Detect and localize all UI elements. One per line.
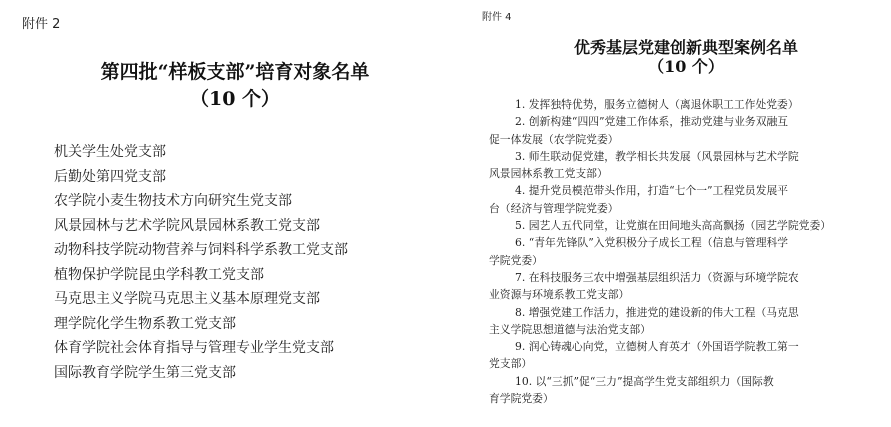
case-line: 5. 园艺人五代同堂，让党旗在田间地头高高飘扬（园艺学院党委） — [515, 219, 832, 233]
case-item — [489, 373, 879, 408]
case-line: 8. 增强党建工作活力，推进党的建设新的伟大工程（马克思 — [515, 305, 799, 319]
case-item — [489, 96, 879, 113]
case-line-continued: 党支部） — [489, 357, 533, 371]
list-item: 国际教育学院学生第三党支部 — [54, 364, 236, 381]
document-title: 优秀基层党建创新典型案例名单 — [573, 38, 798, 57]
case-line: 2. 创新构建“四四”党建工作体系，推动党建与业务双融互 — [515, 115, 789, 129]
case-item — [489, 234, 879, 269]
case-line-continued: 风景园林系教工党支部） — [489, 167, 608, 181]
case-item — [489, 269, 879, 304]
case-item — [489, 217, 879, 234]
list-item: 理学院化学生物系教工党支部 — [54, 315, 236, 332]
case-item — [489, 304, 879, 339]
case-line: 1. 发挥独特优势，服务立德树人（离退休职工工作处党委） — [515, 98, 799, 111]
case-line-continued: 育学院党委） — [489, 392, 554, 406]
case-line-continued: 促一体发展（农学院党委） — [489, 132, 619, 146]
attachment-label: 附件 4 — [482, 12, 512, 23]
list-item: 机关学生处党支部 — [54, 144, 166, 160]
case-line-continued: 台（经济与管理学院党委） — [489, 201, 619, 215]
attachment-label: 附件 2 — [22, 17, 61, 32]
list-item: 植物保护学院昆虫学科教工党支部 — [54, 266, 264, 283]
list-item: 体育学院社会体育指导与管理专业学生党支部 — [54, 340, 334, 356]
document-count: （10 个） — [189, 88, 281, 110]
case-line: 3. 师生联动促党建，教学相长共发展（风景园林与艺术学院 — [515, 149, 799, 163]
branch-list — [54, 140, 348, 385]
list-item: 后勤处第四党支部 — [54, 168, 166, 185]
list-item: 动物科技学院动物营养与饲料科学系教工党支部 — [54, 242, 348, 258]
document-count: （10 个） — [648, 57, 724, 76]
list-item: 农学院小麦生物技术方向研究生党支部 — [54, 193, 292, 209]
document-title: 第四批“样板支部”培育对象名单 — [100, 61, 370, 83]
attachment-4-page — [471, 0, 891, 427]
case-item — [489, 182, 879, 217]
case-line: 6. “青年先锋队”入党积极分子成长工程（信息与管理科学 — [515, 236, 789, 250]
case-line: 10. 以“三抓”促“三力”提高学生党支部组织力（国际教 — [515, 374, 774, 388]
case-line-continued: 学院党委） — [489, 253, 543, 267]
attachment-2-page — [0, 0, 445, 427]
case-line-continued: 主义学院思想道德与法治党支部） — [489, 322, 651, 336]
case-item — [489, 113, 879, 148]
case-item — [489, 338, 879, 373]
case-line: 9. 润心铸魂心向党，立德树人育英才（外国语学院教工第一 — [515, 340, 799, 354]
case-line-continued: 业资源与环境系教工党支部） — [489, 288, 630, 302]
case-list — [489, 96, 879, 407]
case-line: 7. 在科技服务三农中增强基层组织活力（资源与环境学院农 — [515, 270, 799, 284]
list-item: 马克思主义学院马克思主义基本原理党支部 — [54, 291, 320, 307]
list-item: 风景园林与艺术学院风景园林系教工党支部 — [54, 217, 320, 234]
case-item — [489, 148, 879, 183]
case-line: 4. 提升党员模范带头作用，打造“七个一”工程党员发展平 — [515, 184, 789, 198]
